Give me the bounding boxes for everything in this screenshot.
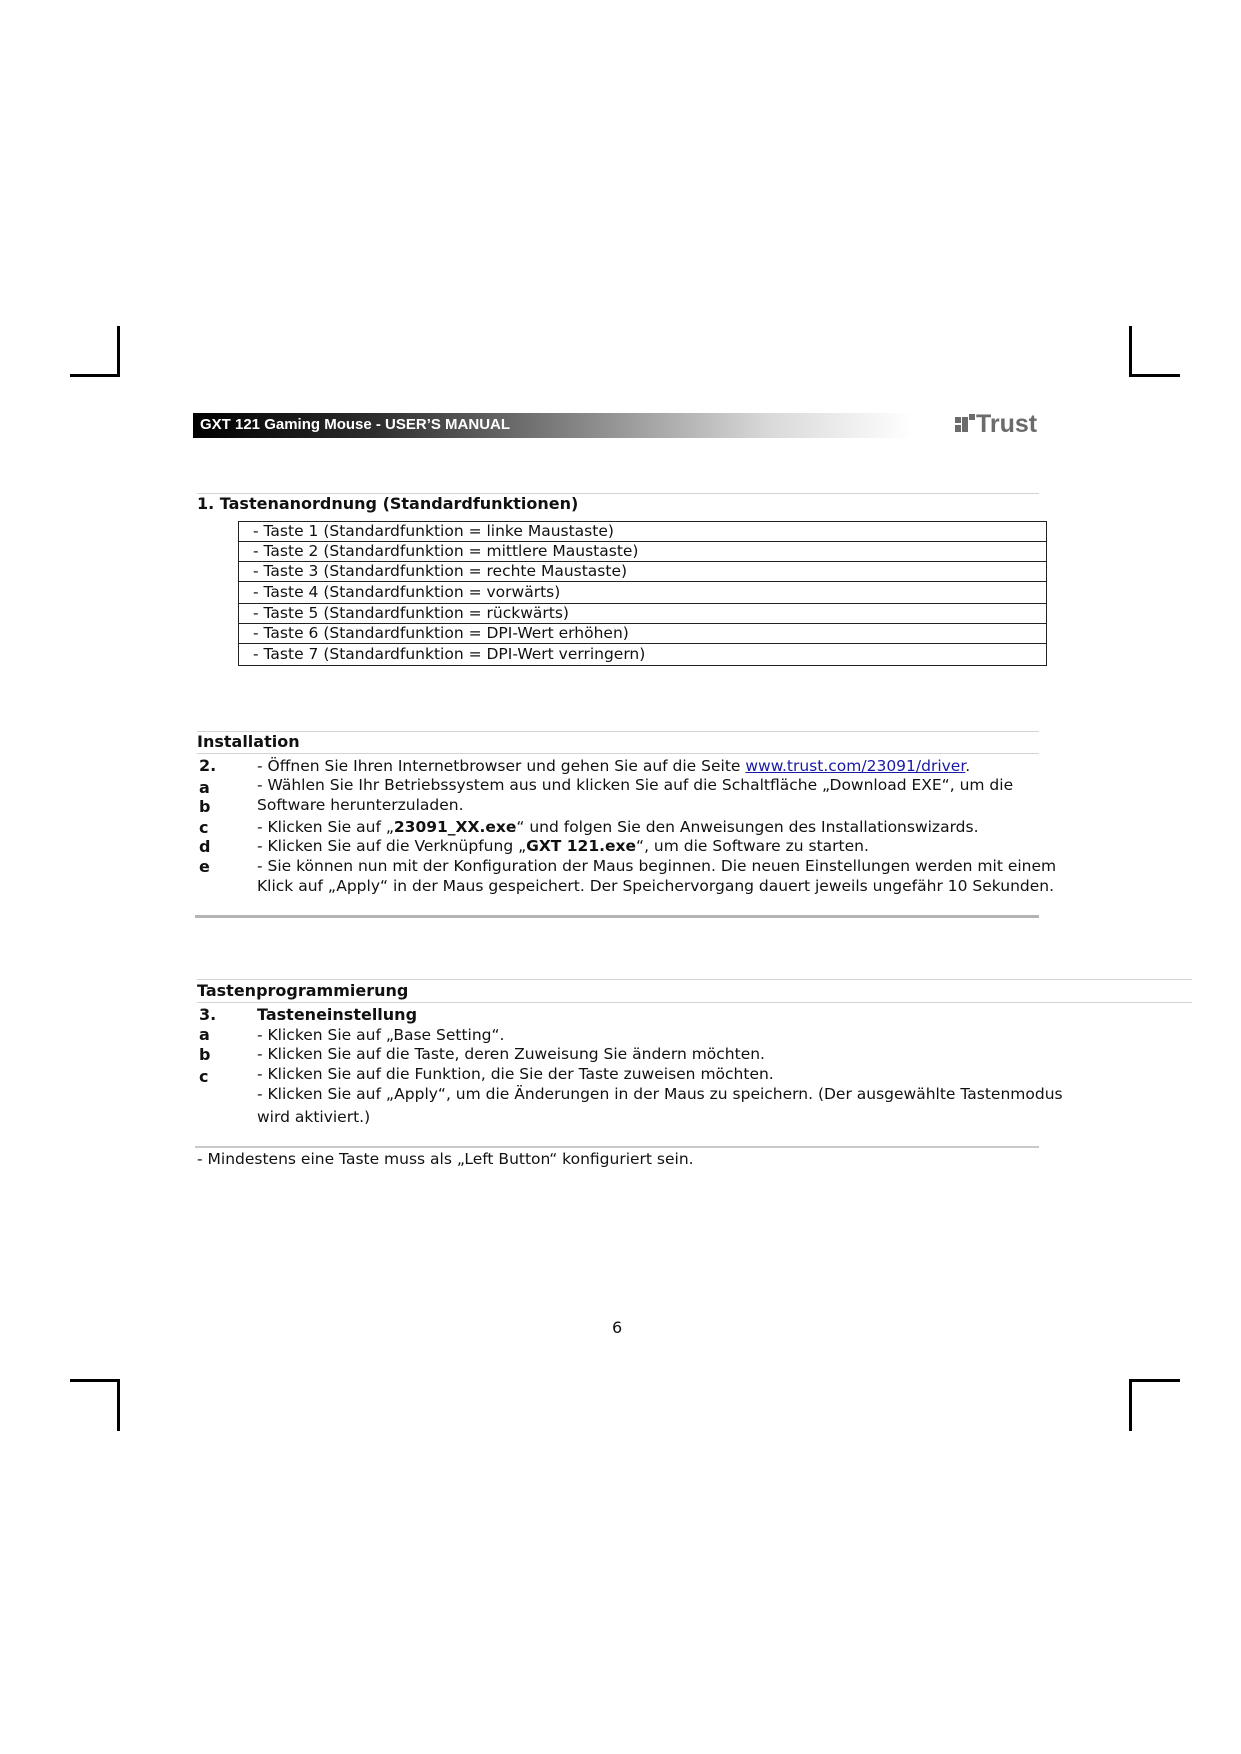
install-line-1: - Öffnen Sie Ihren Internetbrowser und gehen Sie auf die Seite www.trust.com/23091/driver. xyxy=(257,757,971,775)
crop-mark-bottom-left xyxy=(70,1379,120,1431)
programming-top-rule xyxy=(197,979,1192,980)
trust-logo: Trust xyxy=(955,410,1037,439)
prog-subheading: Tasteneinstellung xyxy=(257,1005,418,1024)
prog-line-2: - Klicken Sie auf die Taste, deren Zuweisung Sie ändern möchten. xyxy=(257,1045,765,1063)
step-label-b: b xyxy=(199,797,211,816)
programming-heading-rule xyxy=(197,1002,1192,1003)
install-line-5: - Klicken Sie auf die Verknüpfung „GXT 121.exe“, um die Software zu starten. xyxy=(257,837,869,855)
prog-line-4: - Klicken Sie auf „Apply“, um die Änderungen in der Maus zu speichern. (Der ausgewählte Tastenmodus xyxy=(257,1085,1063,1103)
crop-mark-top-left xyxy=(70,326,120,377)
key-row-3: - Taste 3 (Standardfunktion = rechte Maustaste) xyxy=(239,562,1047,582)
install-line-2: - Wählen Sie Ihr Betriebssystem aus und klicken Sie auf die Schaltfläche „Download EXE“, um die xyxy=(257,776,1014,794)
crop-mark-top-right xyxy=(1129,326,1180,377)
note-top-rule xyxy=(195,1146,1039,1148)
driver-link[interactable]: www.trust.com/23091/driver xyxy=(745,757,966,775)
install-line-6: - Sie können nun mit der Konfiguration der Maus beginnen. Die neuen Einstellungen werden mit einem xyxy=(257,857,1057,875)
key-row-4: - Taste 4 (Standardfunktion = vorwärts) xyxy=(239,582,1047,604)
prog-line-5: wird aktiviert.) xyxy=(257,1108,371,1126)
step-label-a: a xyxy=(199,778,210,797)
install-line-7: Klick auf „Apply“ in der Maus gespeichert. Der Speichervorgang dauert jeweils ungefähr 10 Sekunden. xyxy=(257,877,1055,895)
prog-label-b: b xyxy=(199,1045,211,1064)
page-number: 6 xyxy=(612,1318,623,1337)
installation-top-rule xyxy=(197,731,1039,732)
key-row-1: - Taste 1 (Standardfunktion = linke Maustaste) xyxy=(239,522,1047,542)
prog-label-3: 3. xyxy=(199,1005,217,1024)
section1-heading: 1. Tastenanordnung (Standardfunktionen) xyxy=(197,494,579,513)
key-row-7: - Taste 7 (Standardfunktion = DPI-Wert verringern) xyxy=(239,644,1047,666)
step-label-d: d xyxy=(199,837,211,856)
prog-line-3: - Klicken Sie auf die Funktion, die Sie der Taste zuweisen möchten. xyxy=(257,1065,774,1083)
key-row-2: - Taste 2 (Standardfunktion = mittlere Maustaste) xyxy=(239,542,1047,562)
header-bar xyxy=(193,413,913,438)
note-text: - Mindestens eine Taste muss als „Left Button“ konfiguriert sein. xyxy=(197,1150,694,1168)
programming-heading: Tastenprogrammierung xyxy=(197,981,409,1000)
key-layout-table xyxy=(238,521,1047,666)
installation-heading: Installation xyxy=(197,732,300,751)
install-line-4: - Klicken Sie auf „23091_XX.exe“ und folgen Sie den Anweisungen des Installationswizards. xyxy=(257,818,979,836)
crop-mark-bottom-right xyxy=(1129,1379,1180,1431)
prog-line-1: - Klicken Sie auf „Base Setting“. xyxy=(257,1026,505,1044)
shortcut-filename: GXT 121.exe xyxy=(526,837,637,855)
install-line-3: Software herunterzuladen. xyxy=(257,796,464,814)
installation-bottom-rule xyxy=(195,915,1039,918)
key-row-5: - Taste 5 (Standardfunktion = rückwärts) xyxy=(239,604,1047,624)
installation-heading-rule xyxy=(197,753,1039,754)
key-row-6: - Taste 6 (Standardfunktion = DPI-Wert erhöhen) xyxy=(239,624,1047,644)
step-label-2: 2. xyxy=(199,756,217,775)
exe-filename: 23091_XX.exe xyxy=(393,818,517,836)
header-title: GXT 121 Gaming Mouse - USER’S MANUAL xyxy=(200,416,511,433)
trust-logo-icon xyxy=(955,414,975,432)
step-label-e: e xyxy=(199,857,210,876)
step-label-c: c xyxy=(199,818,209,837)
prog-label-a: a xyxy=(199,1025,210,1044)
prog-label-c: c xyxy=(199,1067,209,1086)
